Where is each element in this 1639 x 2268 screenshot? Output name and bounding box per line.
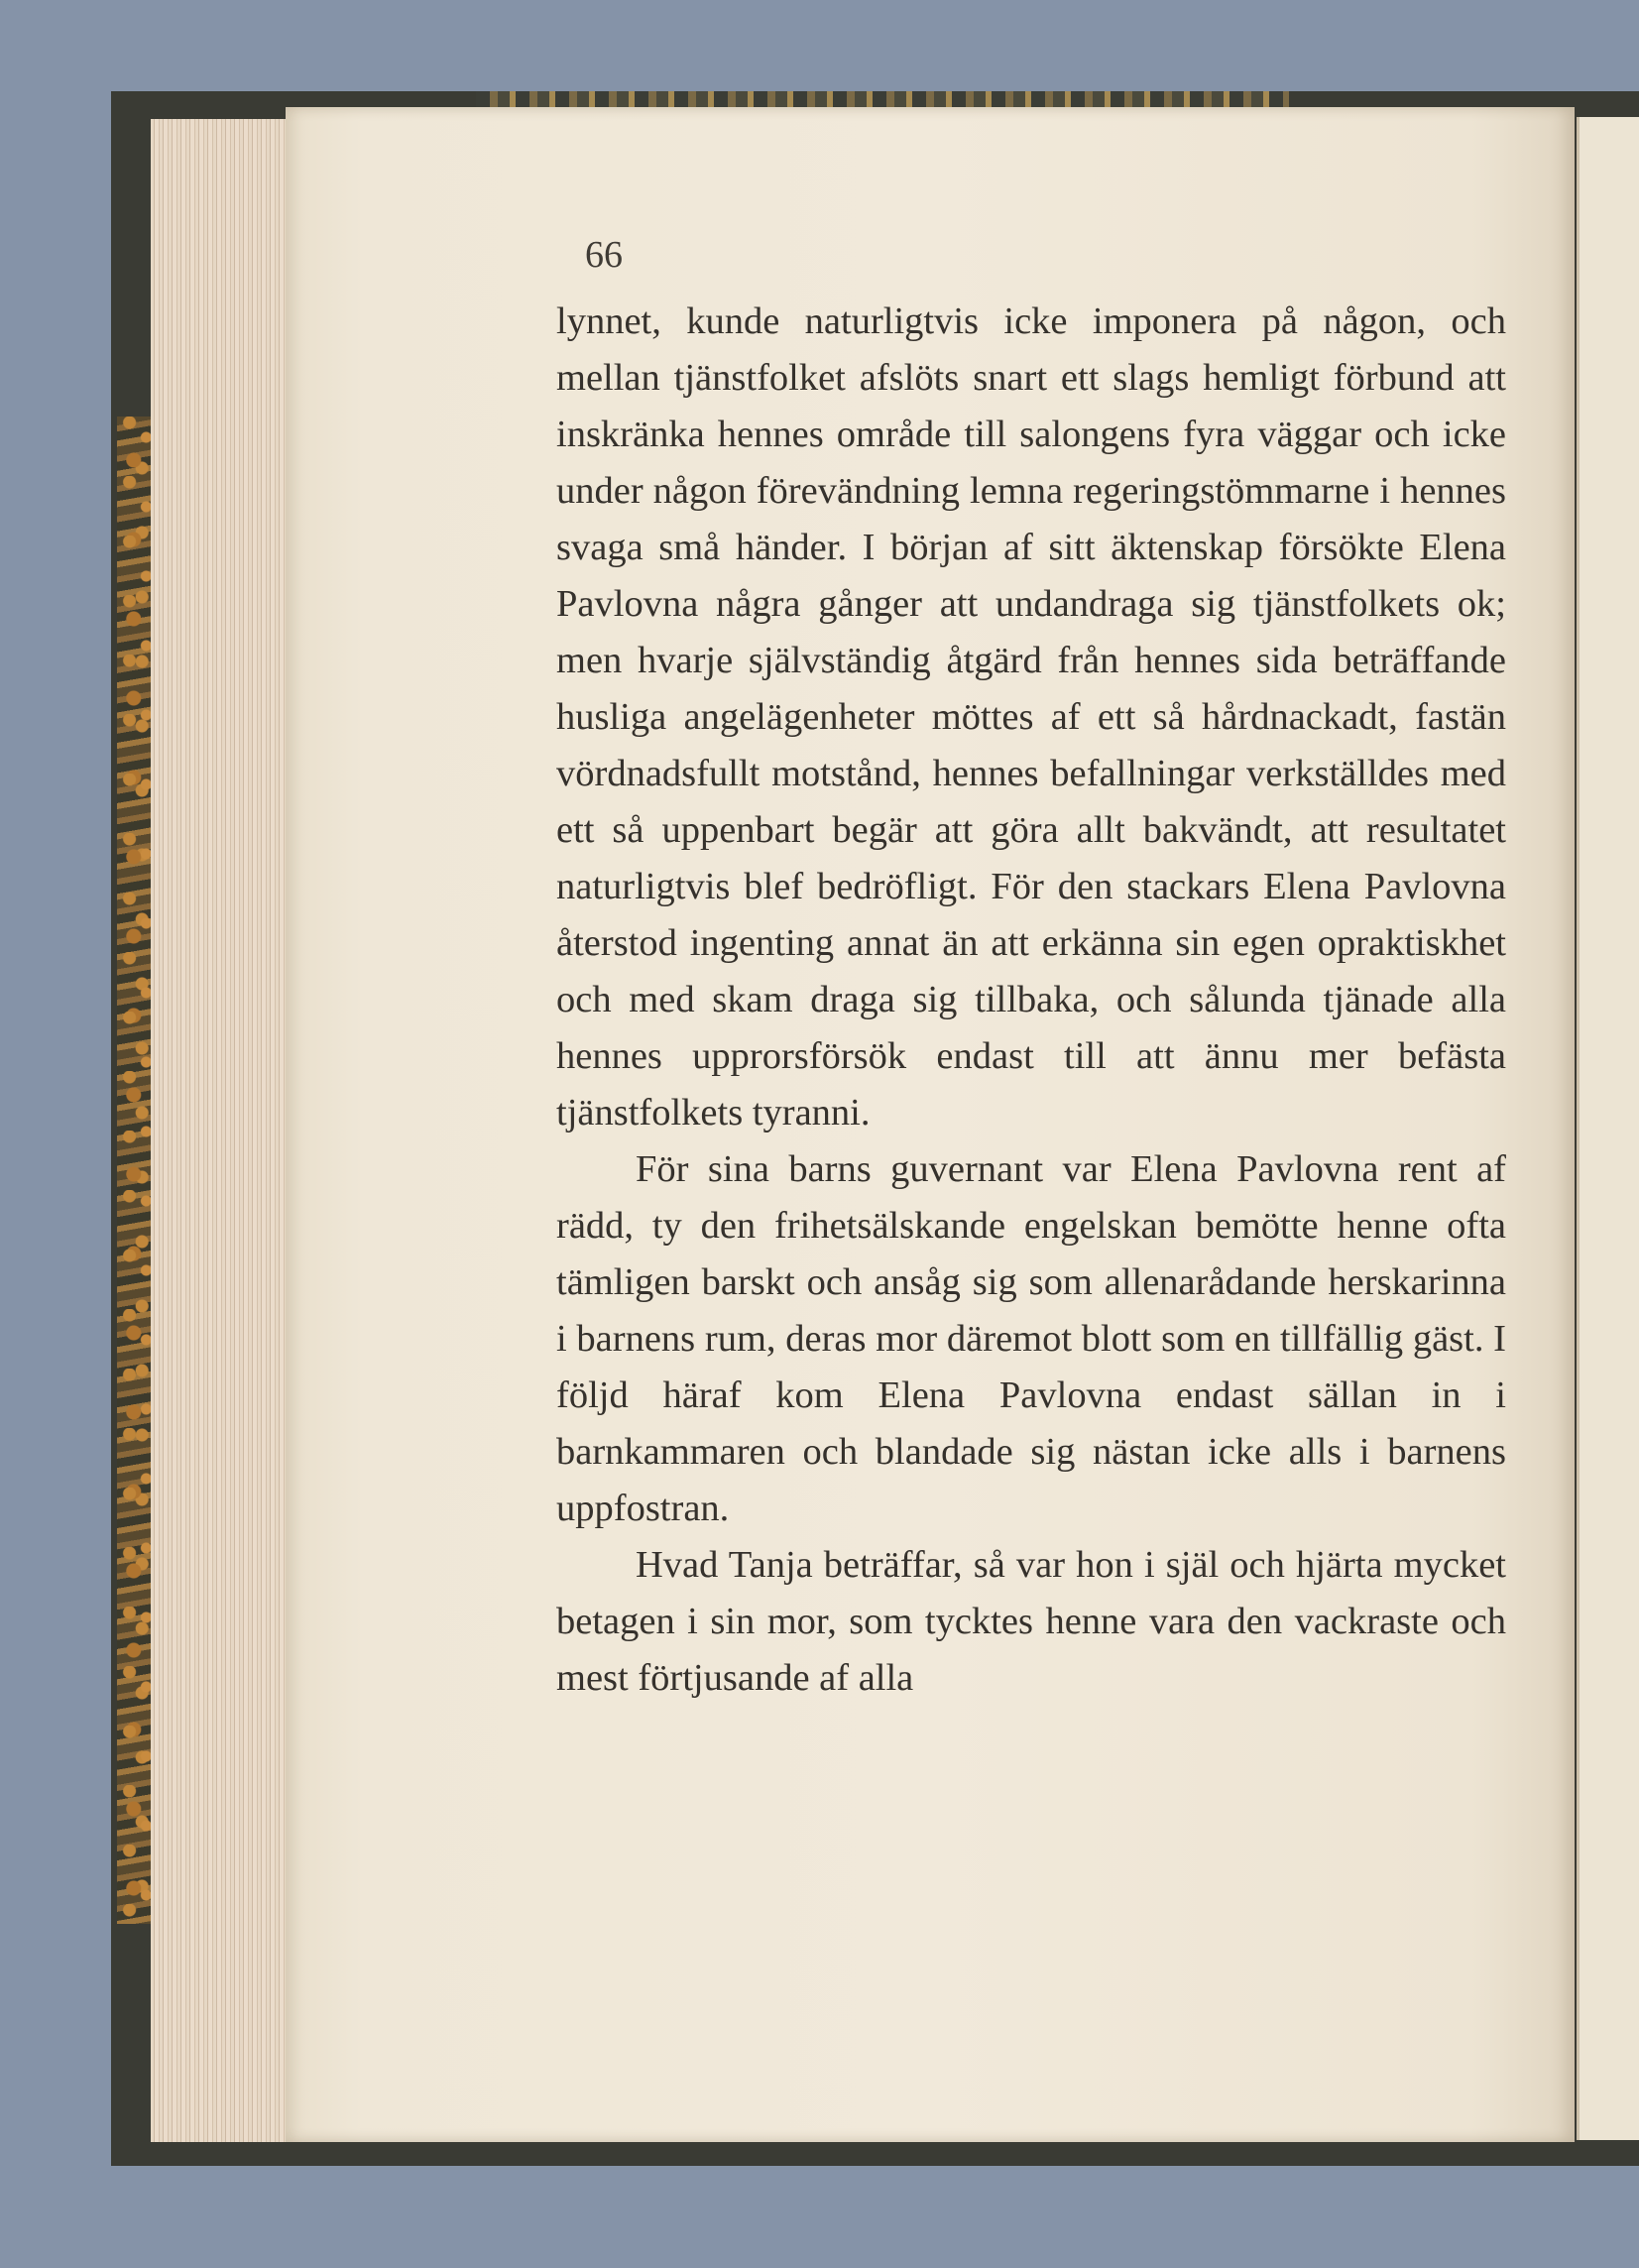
page-text <box>556 294 1506 1707</box>
facing-page-edge <box>1577 117 1639 2140</box>
page-number: 66 <box>585 234 623 276</box>
paragraph: lynnet, kunde naturligtvis icke imponera på någon, och mellan tjänstfolket afslöts snart ett slags hemligt förbund att inskränka hennes område till salongens fyra väggar och icke under någon förevändning lemna regeringstömmarne i hennes svaga små händer. I början af sitt äktenskap försökte Elena Pavlovna några gånger att undandraga sig tjänstfolkets ok; men hvarje självständig åtgärd från hennes sida beträffande husliga angelägenheter möttes af ett så hårdnackadt, fastän vördnadsfullt motstånd, hennes befallningar verkställdes med ett så uppenbart begär att göra allt bakvändt, att resultatet naturligtvis blef bedröfligt. För den stackars Elena Pavlovna återstod ingenting annat än att erkänna sin egen opraktiskhet och med skam draga sig tillbaka, och sålunda tjänade alla hennes upprorsförsök endast till att ännu mer befästa tjänstfolkets tyranni. <box>556 300 1506 1134</box>
paragraph: För sina barns guvernant var Elena Pavlovna rent af rädd, ty den frihetsälskande engelskan bemötte henne ofta tämligen barskt och ansåg sig som allenarådande herskarinna i barnens rum, deras mor däremot blott som en tillfällig gäst. I följd häraf kom Elena Pavlovna endast sällan in i barnkammaren och blandade sig nästan icke alls i barnens uppfostran. <box>556 1148 1506 1529</box>
paragraph: Hvad Tanja beträffar, så var hon i själ och hjärta mycket betagen i sin mor, som tycktes henne vara den vackraste och mest förtjusande af alla <box>556 1544 1506 1699</box>
